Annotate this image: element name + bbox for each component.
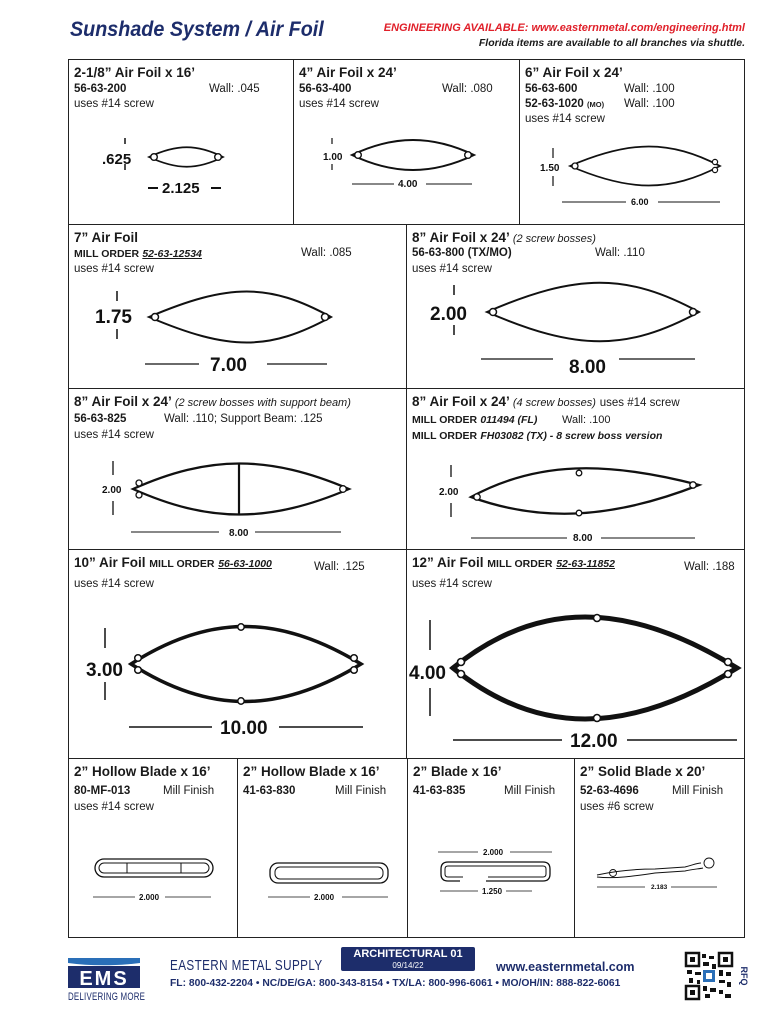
mill-order-link[interactable]: 56-63-1000	[218, 558, 272, 570]
dim-height: 1.75	[95, 307, 132, 328]
dim-height: 1.00	[323, 152, 343, 163]
airfoil-profile-drawing	[407, 225, 746, 390]
mill-order-label: MILL ORDER	[487, 558, 553, 570]
wall-thickness: Wall: .085	[301, 247, 352, 259]
dim-height: 2.00	[102, 485, 122, 496]
mill-order-label: MILL ORDER	[412, 430, 478, 442]
dim-width: 12.00	[570, 731, 618, 752]
screw-note: uses #14 screw	[74, 263, 154, 275]
wall-thickness-2: Wall: .100	[624, 98, 675, 110]
wall-thickness: Wall: .100	[624, 83, 675, 95]
screw-note: uses #14 screw	[412, 263, 492, 275]
blade-profile-drawing	[69, 759, 239, 939]
product-cell-c7	[406, 388, 745, 550]
product-cell-c4	[68, 224, 407, 389]
product-cell-c8	[68, 549, 407, 759]
wall-thickness: Wall: .188	[684, 561, 735, 573]
finish: Mill Finish	[504, 785, 556, 797]
finish: Mill Finish	[163, 785, 215, 797]
mill-order-number: FH03082 (TX) - 8 screw boss version	[480, 430, 663, 442]
dim-width: 7.00	[210, 355, 247, 376]
mill-order-label: MILL ORDER	[74, 248, 140, 260]
part-number: 56-63-200	[74, 83, 127, 95]
mill-order-link[interactable]: 52-63-12534	[142, 248, 202, 260]
blade-profile-drawing	[408, 759, 576, 939]
part-tag: (MO)	[587, 100, 605, 109]
product-note: (2 screw bosses)	[512, 233, 596, 245]
wall-thickness: Wall: .100	[562, 414, 611, 426]
dim-width: 2.183	[651, 884, 668, 891]
product-title: 8” Air Foil x 24’	[412, 394, 510, 409]
dim-height: 1.50	[540, 163, 560, 174]
screw-note: uses #14 screw	[299, 98, 379, 110]
dim-height: 2.00	[439, 487, 459, 498]
airfoil-profile-drawing	[69, 550, 408, 760]
ems-logo	[66, 954, 144, 990]
dim-width: 2.000	[139, 893, 160, 902]
product-cell-c5	[406, 224, 745, 389]
product-cell-c12	[407, 758, 575, 938]
airfoil-profile-drawing	[69, 389, 408, 551]
product-cell-c13	[574, 758, 745, 938]
dim-height: .625	[102, 151, 132, 168]
part-number: 41-63-835	[413, 785, 466, 797]
tagline: DELIVERING MORE	[68, 991, 146, 1003]
logo-text: EMS	[79, 968, 129, 990]
dim-width-2: 1.250	[482, 887, 503, 896]
dim-width: 4.00	[398, 179, 418, 190]
qr-code-icon[interactable]	[685, 952, 749, 1000]
part-number: 56-63-600	[525, 83, 578, 95]
product-cell-c1	[68, 59, 294, 225]
product-title: 4” Air Foil x 24’	[299, 65, 397, 80]
phone-numbers: FL: 800-432-2204 • NC/DE/GA: 800-343-8154 • TX/LA: 800-996-6061 • MO/OH/IN: 888-822-6061	[170, 978, 621, 989]
dim-width: 2.000	[314, 893, 335, 902]
airfoil-profile-drawing	[69, 60, 295, 226]
part-number: 52-63-4696	[580, 785, 639, 797]
qr-label: RFQ	[739, 966, 749, 986]
product-note: (2 screw bosses with support beam)	[174, 397, 351, 409]
part-number: 56-63-800 (TX/MO)	[412, 247, 512, 259]
doc-badge	[341, 947, 475, 971]
screw-note: uses #14 screw	[74, 801, 154, 813]
finish: Mill Finish	[672, 785, 724, 797]
wall-thickness: Wall: .080	[442, 83, 493, 95]
wall-thickness: Wall: .125	[314, 561, 365, 573]
dim-width: 6.00	[631, 197, 649, 207]
airfoil-profile-drawing	[407, 389, 746, 551]
wall-thickness: Wall: .045	[209, 83, 260, 95]
part-number: 41-63-830	[243, 785, 296, 797]
screw-note: uses #14 screw	[412, 578, 492, 590]
mill-order-link[interactable]: 52-63-11852	[556, 558, 615, 570]
part-number: 56-63-400	[299, 83, 352, 95]
mill-order-label: MILL ORDER	[412, 414, 478, 426]
part-number: 80-MF-013	[74, 785, 131, 797]
dim-width: 8.00	[229, 528, 249, 539]
product-title: 10” Air Foil	[74, 555, 146, 570]
dim-width: 8.00	[573, 533, 593, 544]
engineering-link[interactable]: ENGINEERING AVAILABLE: www.easternmetal.com/engineering.html	[383, 22, 745, 34]
mill-order-number: 011494 (FL)	[480, 414, 538, 426]
product-title: 6” Air Foil x 24’	[525, 65, 623, 80]
screw-note: uses #14 screw	[74, 578, 154, 590]
product-cell-c9	[406, 549, 745, 759]
dim-height: 2.00	[430, 304, 467, 325]
airfoil-profile-drawing	[69, 225, 408, 390]
product-cell-c10	[68, 758, 238, 938]
dim-width: 10.00	[220, 718, 268, 739]
product-title: 2” Solid Blade x 20’	[580, 764, 706, 779]
florida-note: Florida items are available to all branches via shuttle.	[478, 37, 745, 49]
screw-note: uses #14 screw	[74, 98, 154, 110]
product-cell-c6	[68, 388, 407, 550]
screw-note: uses #14 screw	[525, 113, 605, 125]
part-number-2: 52-63-1020	[525, 98, 584, 110]
airfoil-profile-drawing	[520, 60, 746, 226]
product-note: (4 screw bosses)	[512, 397, 596, 409]
dim-width: 2.000	[483, 848, 504, 857]
dim-height: 4.00	[409, 663, 446, 684]
screw-note: uses #6 screw	[580, 801, 654, 813]
company-name: EASTERN METAL SUPPLY	[170, 957, 323, 974]
wall-thickness: Wall: .110	[595, 247, 645, 259]
doc-date: 09/14/22	[392, 961, 424, 970]
doc-title: ARCHITECTURAL 01	[353, 948, 463, 960]
product-cell-c11	[237, 758, 408, 938]
product-title: 2” Blade x 16’	[413, 764, 502, 779]
product-title: 8” Air Foil x 24’	[74, 394, 172, 409]
product-title: 2” Hollow Blade x 16’	[243, 764, 380, 779]
product-cell-c2	[293, 59, 520, 225]
dim-height: 3.00	[86, 660, 123, 681]
page-title: Sunshade System / Air Foil	[70, 18, 324, 41]
finish: Mill Finish	[335, 785, 387, 797]
wall-thickness: Wall: .110; Support Beam: .125	[164, 413, 323, 425]
dim-width: 8.00	[569, 357, 606, 378]
product-title: 2” Hollow Blade x 16’	[74, 764, 211, 779]
product-title: 7” Air Foil	[74, 230, 139, 245]
product-title: 2-1/8” Air Foil x 16’	[74, 65, 196, 80]
screw-note: uses #14 screw	[599, 397, 680, 409]
blade-profile-drawing	[238, 759, 409, 939]
airfoil-profile-drawing	[294, 60, 521, 226]
product-title: 8” Air Foil x 24’	[412, 230, 510, 245]
screw-note: uses #14 screw	[74, 429, 154, 441]
mill-order-label: MILL ORDER	[149, 558, 215, 570]
website-link[interactable]: www.easternmetal.com	[496, 960, 635, 974]
product-title: 12” Air Foil	[412, 555, 484, 570]
product-cell-c3	[519, 59, 745, 225]
airfoil-profile-drawing	[407, 550, 746, 760]
dim-width: 2.125	[162, 180, 200, 197]
blade-profile-drawing	[575, 759, 746, 939]
part-number: 56-63-825	[74, 413, 127, 425]
